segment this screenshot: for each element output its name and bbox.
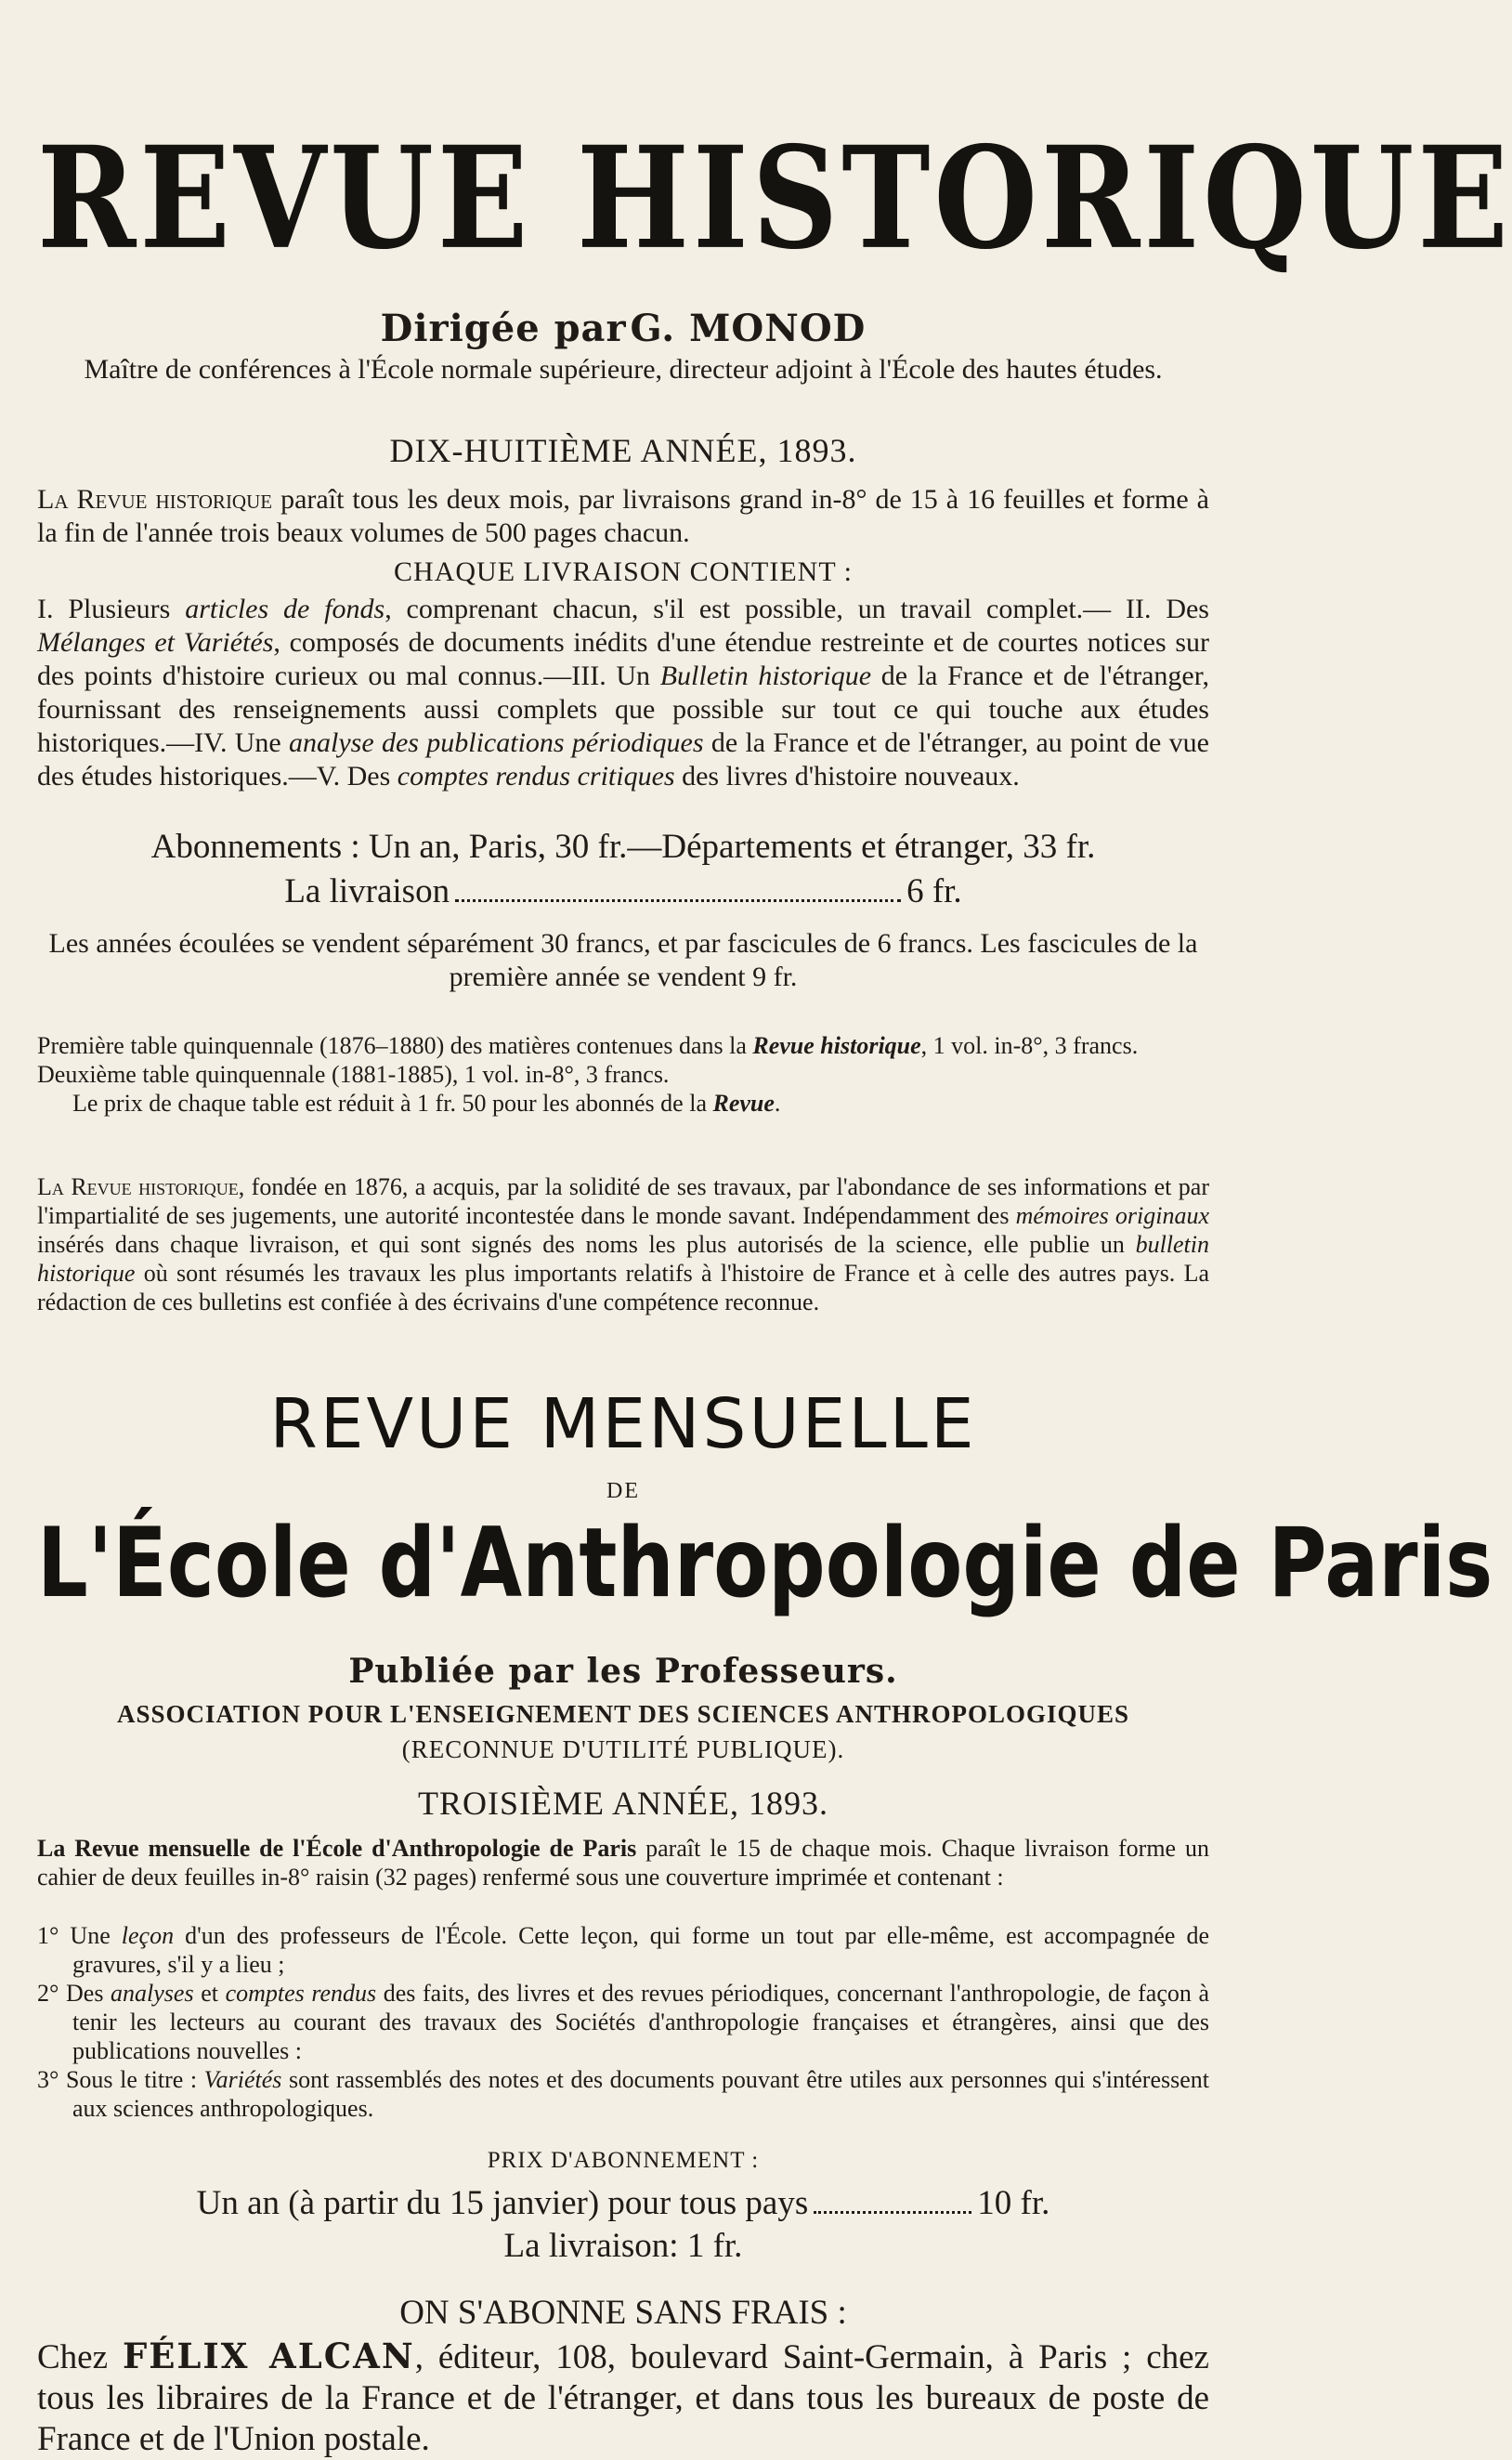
contents-text: , comprenant chacun, s'il est possible, un travail complet.— II. Des <box>385 594 1209 624</box>
list-item <box>37 1979 1209 2065</box>
director-name: G. MONOD <box>630 307 867 350</box>
list-italic: analyses <box>111 1980 194 2007</box>
mensuelle-intro-rest: paraît le 15 de chaque mois. Chaque livraison forme un cahier de deux feuilles in-8° raisin (32 pages) renfermé sous une couverture imprimée et contenant : <box>37 1835 1209 1891</box>
director-prefix: Dirigée par <box>380 307 627 350</box>
tables-notes <box>37 1031 1209 1118</box>
published-by: Publiée par les Professeurs. <box>348 1652 898 1691</box>
contents-text: , composés de documents inédits d'une étendue restreinte et de courtes notices sur des points d'histoire curieux ou mal connus.—III. Un <box>37 627 1210 691</box>
revue-mensuelle-year: TROISIÈME ANNÉE, 1893. <box>418 1785 828 1822</box>
leader-dots <box>814 2211 971 2214</box>
price-label: Un an (à partir du 15 janvier) pour tous pays <box>196 2184 809 2222</box>
footer-text <box>37 2336 1209 2460</box>
revue-mensuelle-intro <box>37 1834 1209 1891</box>
contents-italic: Bulletin historique <box>659 661 872 691</box>
ecole-title: L'École d'Anthropologie de Paris <box>37 1508 1493 1619</box>
list-text: et <box>193 1980 226 2007</box>
list-text: Des <box>59 1980 111 2007</box>
list-number: 2° <box>37 1980 59 2007</box>
table-2-note: Deuxième table quinquennale (1881-1885), 1 vol. in-8°, 3 francs. <box>37 1061 670 1088</box>
list-item <box>37 2065 1209 2123</box>
price-heading: PRIX D'ABONNEMENT : <box>487 2148 760 2173</box>
contents-italic: comptes rendus critiques <box>397 761 675 792</box>
revue-historique-header <box>37 116 1512 281</box>
mensuelle-price-line <box>37 2183 1209 2224</box>
about-text: , fondée en 1876, a acquis, par la solidité de ses travaux, par l'abondance de ses informations et par l'impartialité de ses jugements, une autorité incontestée dans le monde savant. Indépendamment des <box>37 1173 1209 1229</box>
revue-mensuelle-heading: REVUE MENSUELLE <box>269 1384 977 1464</box>
revue-historique-title: REVUE HISTORIQUE <box>37 116 1512 281</box>
contents-text: de la France et de l'étranger, fournissant des renseignements aussi complets que possible sur tout ce qui touche aux études historiques.—IV. Une <box>37 661 1210 758</box>
footer-rest: , éditeur, 108, boulevard Saint-Germain, à Paris ; chez tous les libraires de la France et de l'étranger, et dans tous les bureaux de poste de France et de l'Union postale. <box>37 2338 1209 2458</box>
issue-price: 6 fr. <box>906 872 962 910</box>
issue-label: La livraison <box>284 872 450 910</box>
table-1-text: Première table quinquennale (1876–1880) des matières contenues dans la <box>37 1032 753 1059</box>
contents-text: I. Plusieurs <box>37 594 186 624</box>
publisher-name: FÉLIX ALCAN <box>122 2336 415 2376</box>
table-1-text: , 1 vol. in-8°, 3 francs. <box>920 1032 1139 1059</box>
table-price-text: Le prix de chaque table est réduit à 1 fr. 50 pour les abonnés de la <box>72 1090 713 1117</box>
director-line <box>37 307 1209 350</box>
intro-rest: paraît tous les deux mois, par livraisons grand in-8° de 15 à 16 feuilles et forme à la fin de l'année trois beaux volumes de 500 pages chacun. <box>37 484 1209 548</box>
about-text: où sont résumés les travaux les plus importants relatifs à l'histoire de France et à celle des autres pays. La rédaction de ces bulletins est confiée à des écrivains d'une compétence reconnue. <box>37 1260 1209 1315</box>
contents-italic: analyse des publications périodiques <box>289 727 704 758</box>
table-1-note <box>37 1031 1209 1060</box>
list-number: 3° <box>37 2066 59 2093</box>
contents-italic: Mélanges et Variétés <box>37 627 274 658</box>
list-item <box>37 1921 1209 1979</box>
about-italic: bulletin historique <box>37 1231 1209 1287</box>
footer-pre: Chez <box>37 2338 123 2376</box>
revue-mensuelle-de: DE <box>606 1479 640 1503</box>
contents-text: des livres d'histoire nouveaux. <box>674 761 1020 792</box>
mensuelle-intro-title: La Revue mensuelle de l'École d'Anthropologie de Paris <box>37 1835 637 1862</box>
price-value: 10 fr. <box>977 2184 1050 2222</box>
revue-historique-about <box>37 1172 1209 1316</box>
list-text: Une <box>59 1922 122 1949</box>
table-price-note <box>37 1089 1209 1118</box>
list-text: d'un des professeurs de l'École. Cette leçon, qui forme un tout par elle-même, est accompagnée de gravures, s'il y a lieu ; <box>72 1922 1209 1978</box>
intro-title: La Revue historique <box>37 484 273 515</box>
contents-heading: CHAQUE LIVRAISON CONTIENT : <box>394 556 853 587</box>
table-price-text: . <box>774 1090 781 1117</box>
contents-italic: articles de fonds <box>185 594 385 624</box>
association-line-2: (RECONNUE D'UTILITÉ PUBLIQUE). <box>401 1735 845 1763</box>
revue-historique-year: DIX-HUITIÈME ANNÉE, 1893. <box>389 432 857 469</box>
list-text: des faits, des livres et des revues périodiques, concernant l'anthropologie, de façon à tenir les lecteurs au courant des travaux des Sociétés d'anthropologie françaises et étrangères, ainsi que des publications nouvelles : <box>72 1980 1210 2064</box>
list-text: sont rassemblés des notes et des documents pouvant être utiles aux personnes qui s'intéressent aux sciences anthropologiques. <box>72 2066 1209 2122</box>
subscription-line: Abonnements : Un an, Paris, 30 fr.—Départements et étranger, 33 fr. <box>150 828 1096 866</box>
contents-text: de la France et de l'étranger, au point de vue des études historiques.—V. Des <box>37 727 1209 792</box>
issue-price-line <box>37 871 1209 912</box>
list-italic: leçon <box>121 1922 175 1949</box>
table-price-italic: Revue <box>712 1090 775 1117</box>
revue-historique-intro <box>37 483 1209 550</box>
about-italic: mémoires originaux <box>1015 1202 1209 1229</box>
contents-list <box>37 593 1209 793</box>
about-text: insérés dans chaque livraison, et qui sont signés des noms les plus autorisés de la science, elle publie un <box>37 1231 1136 1258</box>
leader-dots <box>455 899 901 902</box>
back-issues-note: Les années écoulées se vendent séparément 30 francs, et par fascicules de 6 francs. Les fascicules de la première année se vendent 9 fr. <box>48 928 1198 992</box>
footer-heading: ON S'ABONNE SANS FRAIS : <box>399 2294 847 2332</box>
list-italic: Variétés <box>203 2066 282 2093</box>
list-number: 1° <box>37 1922 59 1949</box>
table-1-italic: Revue historique <box>752 1032 921 1059</box>
list-text: Sous le titre : <box>59 2066 204 2093</box>
director-description: Maître de conférences à l'École normale supérieure, directeur adjoint à l'École des hautes études. <box>84 354 1163 385</box>
list-italic: comptes rendus <box>225 1980 377 2007</box>
ecole-title-wrap <box>37 1508 1493 1619</box>
revue-mensuelle-title <box>37 1384 1209 1464</box>
mensuelle-contents-list <box>37 1921 1209 2123</box>
about-title: La Revue historique <box>37 1173 239 1200</box>
association-line: ASSOCIATION POUR L'ENSEIGNEMENT DES SCIENCES ANTHROPOLOGIQUES <box>117 1700 1129 1728</box>
mensuelle-issue-line: La livraison: 1 fr. <box>503 2227 743 2265</box>
